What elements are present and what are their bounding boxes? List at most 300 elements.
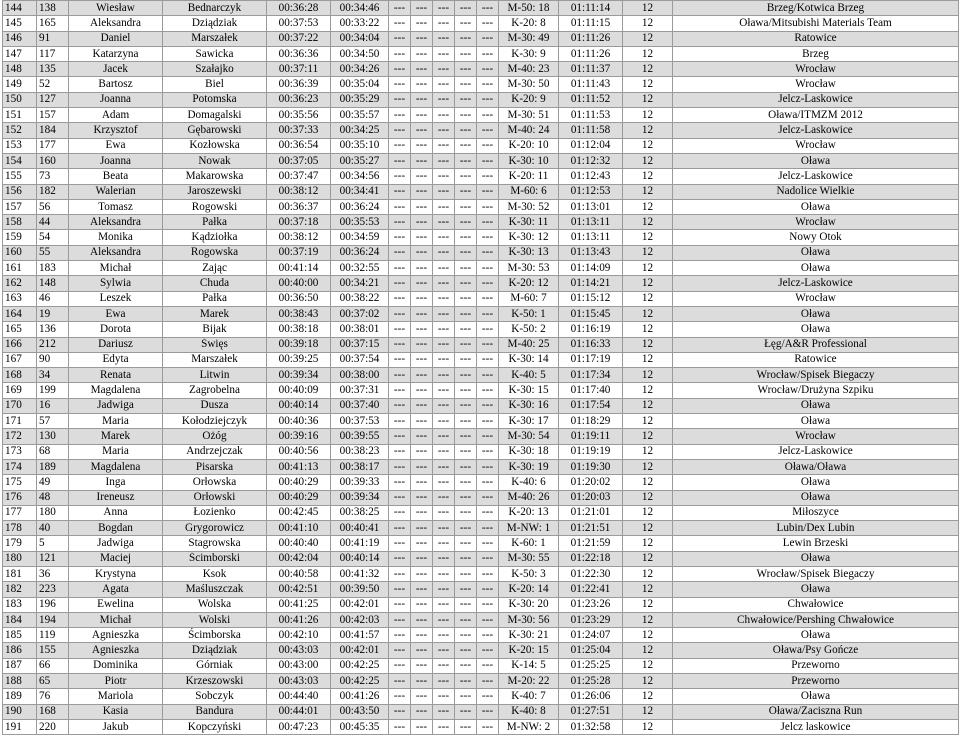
first-name-cell: Adam (69, 108, 163, 123)
category-cell: K-30: 20 (499, 597, 559, 612)
bib-cell: 76 (37, 689, 69, 704)
split-3-cell: --- (433, 704, 455, 719)
split-4-cell: --- (455, 490, 477, 505)
first-name-cell: Sylwia (69, 276, 163, 291)
table-row (3, 490, 959, 505)
table-row (3, 704, 959, 719)
split-2-cell: --- (411, 383, 433, 398)
laps-cell: 12 (623, 459, 673, 474)
split-5-cell: --- (477, 597, 499, 612)
laps-cell: 12 (623, 291, 673, 306)
split-2-cell: --- (411, 566, 433, 581)
lap-time-cell: 00:38:00 (331, 368, 389, 383)
finish-time-cell: 00:37:18 (267, 215, 331, 230)
split-2-cell: --- (411, 505, 433, 520)
table-row (3, 261, 959, 276)
split-1-cell: --- (389, 276, 411, 291)
club-cell: Oława (673, 398, 959, 413)
first-name-cell: Anna (69, 505, 163, 520)
split-2-cell: --- (411, 245, 433, 260)
total-time-cell: 01:17:34 (559, 368, 623, 383)
category-cell: K-50: 1 (499, 306, 559, 321)
place-cell: 163 (3, 291, 37, 306)
place-cell: 176 (3, 490, 37, 505)
bib-cell: 183 (37, 261, 69, 276)
split-5-cell: --- (477, 92, 499, 107)
category-cell: M-30: 51 (499, 108, 559, 123)
place-cell: 174 (3, 459, 37, 474)
finish-time-cell: 00:39:25 (267, 352, 331, 367)
split-2-cell: --- (411, 521, 433, 536)
last-name-cell: Biel (163, 77, 267, 92)
bib-cell: 182 (37, 184, 69, 199)
split-5-cell: --- (477, 719, 499, 734)
split-3-cell: --- (433, 291, 455, 306)
bib-cell: 220 (37, 719, 69, 734)
club-cell: Nadolice Wielkie (673, 184, 959, 199)
split-5-cell: --- (477, 31, 499, 46)
lap-time-cell: 00:35:10 (331, 138, 389, 153)
lap-time-cell: 00:35:53 (331, 215, 389, 230)
first-name-cell: Aleksandra (69, 215, 163, 230)
split-5-cell: --- (477, 138, 499, 153)
first-name-cell: Bartosz (69, 77, 163, 92)
table-row (3, 92, 959, 107)
table-row (3, 291, 959, 306)
table-row (3, 16, 959, 31)
category-cell: M-30: 55 (499, 551, 559, 566)
split-1-cell: --- (389, 352, 411, 367)
first-name-cell: Jakub (69, 719, 163, 734)
split-5-cell: --- (477, 490, 499, 505)
first-name-cell: Daniel (69, 31, 163, 46)
laps-cell: 12 (623, 383, 673, 398)
total-time-cell: 01:16:19 (559, 322, 623, 337)
category-cell: M-60: 7 (499, 291, 559, 306)
last-name-cell: Szałajko (163, 62, 267, 77)
bib-cell: 127 (37, 92, 69, 107)
category-cell: K-30: 11 (499, 215, 559, 230)
club-cell: Oława (673, 306, 959, 321)
lap-time-cell: 00:37:40 (331, 398, 389, 413)
split-5-cell: --- (477, 291, 499, 306)
last-name-cell: Makarowska (163, 169, 267, 184)
club-cell: Chwałowice/Pershing Chwałowice (673, 612, 959, 627)
category-cell: K-20: 12 (499, 276, 559, 291)
split-4-cell: --- (455, 566, 477, 581)
category-cell: M-40: 24 (499, 123, 559, 138)
split-5-cell: --- (477, 77, 499, 92)
table-row (3, 536, 959, 551)
bib-cell: 130 (37, 429, 69, 444)
split-2-cell: --- (411, 184, 433, 199)
laps-cell: 12 (623, 199, 673, 214)
club-cell: Jelcz laskowice (673, 719, 959, 734)
last-name-cell: Nowak (163, 153, 267, 168)
split-4-cell: --- (455, 153, 477, 168)
category-cell: K-40: 5 (499, 368, 559, 383)
bib-cell: 135 (37, 62, 69, 77)
split-2-cell: --- (411, 674, 433, 689)
split-4-cell: --- (455, 199, 477, 214)
split-2-cell: --- (411, 490, 433, 505)
split-1-cell: --- (389, 169, 411, 184)
total-time-cell: 01:18:29 (559, 414, 623, 429)
split-2-cell: --- (411, 352, 433, 367)
split-2-cell: --- (411, 459, 433, 474)
bib-cell: 136 (37, 322, 69, 337)
split-3-cell: --- (433, 215, 455, 230)
split-5-cell: --- (477, 689, 499, 704)
place-cell: 157 (3, 199, 37, 214)
split-1-cell: --- (389, 153, 411, 168)
first-name-cell: Jadwiga (69, 398, 163, 413)
bib-cell: 55 (37, 245, 69, 260)
category-cell: K-30: 19 (499, 459, 559, 474)
split-5-cell: --- (477, 199, 499, 214)
bib-cell: 117 (37, 46, 69, 61)
finish-time-cell: 00:43:03 (267, 674, 331, 689)
split-5-cell: --- (477, 123, 499, 138)
split-1-cell: --- (389, 31, 411, 46)
total-time-cell: 01:11:52 (559, 92, 623, 107)
laps-cell: 12 (623, 138, 673, 153)
split-5-cell: --- (477, 582, 499, 597)
split-5-cell: --- (477, 521, 499, 536)
split-2-cell: --- (411, 199, 433, 214)
total-time-cell: 01:32:58 (559, 719, 623, 734)
split-3-cell: --- (433, 92, 455, 107)
last-name-cell: Zając (163, 261, 267, 276)
first-name-cell: Maria (69, 414, 163, 429)
split-3-cell: --- (433, 429, 455, 444)
total-time-cell: 01:15:12 (559, 291, 623, 306)
lap-time-cell: 00:38:17 (331, 459, 389, 474)
table-row (3, 612, 959, 627)
last-name-cell: Bijak (163, 322, 267, 337)
split-2-cell: --- (411, 475, 433, 490)
last-name-cell: Litwin (163, 368, 267, 383)
total-time-cell: 01:11:26 (559, 31, 623, 46)
bib-cell: 65 (37, 674, 69, 689)
table-row (3, 108, 959, 123)
split-4-cell: --- (455, 169, 477, 184)
finish-time-cell: 00:37:05 (267, 153, 331, 168)
laps-cell: 12 (623, 322, 673, 337)
split-5-cell: --- (477, 536, 499, 551)
finish-time-cell: 00:40:56 (267, 444, 331, 459)
table-row (3, 62, 959, 77)
table-row (3, 597, 959, 612)
last-name-cell: Maśluszczak (163, 582, 267, 597)
last-name-cell: Sobczyk (163, 689, 267, 704)
category-cell: M-60: 6 (499, 184, 559, 199)
category-cell: K-50: 2 (499, 322, 559, 337)
split-4-cell: --- (455, 46, 477, 61)
last-name-cell: Marek (163, 306, 267, 321)
club-cell: Wrocław/Spisek Biegaczy (673, 566, 959, 581)
split-4-cell: --- (455, 505, 477, 520)
first-name-cell: Ireneusz (69, 490, 163, 505)
bib-cell: 57 (37, 414, 69, 429)
split-3-cell: --- (433, 582, 455, 597)
finish-time-cell: 00:40:40 (267, 536, 331, 551)
place-cell: 148 (3, 62, 37, 77)
split-2-cell: --- (411, 261, 433, 276)
category-cell: K-20: 9 (499, 92, 559, 107)
first-name-cell: Monika (69, 230, 163, 245)
total-time-cell: 01:25:25 (559, 658, 623, 673)
bib-cell: 223 (37, 582, 69, 597)
bib-cell: 189 (37, 459, 69, 474)
split-2-cell: --- (411, 276, 433, 291)
split-3-cell: --- (433, 276, 455, 291)
laps-cell: 12 (623, 169, 673, 184)
split-4-cell: --- (455, 92, 477, 107)
split-5-cell: --- (477, 414, 499, 429)
laps-cell: 12 (623, 643, 673, 658)
laps-cell: 12 (623, 352, 673, 367)
laps-cell: 12 (623, 92, 673, 107)
bib-cell: 180 (37, 505, 69, 520)
split-5-cell: --- (477, 245, 499, 260)
split-2-cell: --- (411, 77, 433, 92)
split-4-cell: --- (455, 719, 477, 734)
finish-time-cell: 00:43:03 (267, 643, 331, 658)
category-cell: K-30: 18 (499, 444, 559, 459)
laps-cell: 12 (623, 215, 673, 230)
split-5-cell: --- (477, 16, 499, 31)
total-time-cell: 01:12:04 (559, 138, 623, 153)
lap-time-cell: 00:36:24 (331, 245, 389, 260)
last-name-cell: Ścimborska (163, 628, 267, 643)
total-time-cell: 01:14:09 (559, 261, 623, 276)
split-1-cell: --- (389, 505, 411, 520)
table-row (3, 276, 959, 291)
first-name-cell: Ewa (69, 138, 163, 153)
split-5-cell: --- (477, 352, 499, 367)
last-name-cell: Kopczyński (163, 719, 267, 734)
last-name-cell: Zagrobelna (163, 383, 267, 398)
total-time-cell: 01:19:30 (559, 459, 623, 474)
category-cell: M-30: 52 (499, 199, 559, 214)
last-name-cell: Pałka (163, 215, 267, 230)
total-time-cell: 01:25:04 (559, 643, 623, 658)
total-time-cell: 01:22:41 (559, 582, 623, 597)
place-cell: 181 (3, 566, 37, 581)
split-5-cell: --- (477, 1, 499, 16)
split-5-cell: --- (477, 429, 499, 444)
first-name-cell: Aleksandra (69, 245, 163, 260)
split-4-cell: --- (455, 352, 477, 367)
category-cell: K-30: 17 (499, 414, 559, 429)
club-cell: Przeworno (673, 658, 959, 673)
finish-time-cell: 00:37:33 (267, 123, 331, 138)
place-cell: 182 (3, 582, 37, 597)
club-cell: Wrocław (673, 429, 959, 444)
place-cell: 156 (3, 184, 37, 199)
lap-time-cell: 00:41:26 (331, 689, 389, 704)
split-5-cell: --- (477, 566, 499, 581)
club-cell: Oława (673, 628, 959, 643)
split-5-cell: --- (477, 153, 499, 168)
total-time-cell: 01:23:29 (559, 612, 623, 627)
first-name-cell: Ewa (69, 306, 163, 321)
split-3-cell: --- (433, 62, 455, 77)
last-name-cell: Ożóg (163, 429, 267, 444)
bib-cell: 44 (37, 215, 69, 230)
laps-cell: 12 (623, 337, 673, 352)
split-2-cell: --- (411, 643, 433, 658)
table-row (3, 398, 959, 413)
first-name-cell: Renata (69, 368, 163, 383)
bib-cell: 194 (37, 612, 69, 627)
club-cell: Miłoszyce (673, 505, 959, 520)
place-cell: 165 (3, 322, 37, 337)
club-cell: Oława/Oława (673, 459, 959, 474)
table-row (3, 582, 959, 597)
split-1-cell: --- (389, 62, 411, 77)
laps-cell: 12 (623, 551, 673, 566)
club-cell: Oława/Psy Gończe (673, 643, 959, 658)
place-cell: 160 (3, 245, 37, 260)
first-name-cell: Michał (69, 261, 163, 276)
club-cell: Lewin Brzeski (673, 536, 959, 551)
table-row (3, 444, 959, 459)
bib-cell: 48 (37, 490, 69, 505)
club-cell: Oława (673, 245, 959, 260)
lap-time-cell: 00:34:26 (331, 62, 389, 77)
split-1-cell: --- (389, 16, 411, 31)
category-cell: K-40: 6 (499, 475, 559, 490)
split-4-cell: --- (455, 383, 477, 398)
split-4-cell: --- (455, 108, 477, 123)
club-cell: Łęg/A&R Professional (673, 337, 959, 352)
last-name-cell: Rogowski (163, 199, 267, 214)
first-name-cell: Joanna (69, 153, 163, 168)
place-cell: 149 (3, 77, 37, 92)
place-cell: 177 (3, 505, 37, 520)
split-2-cell: --- (411, 398, 433, 413)
laps-cell: 12 (623, 658, 673, 673)
finish-time-cell: 00:44:40 (267, 689, 331, 704)
split-4-cell: --- (455, 184, 477, 199)
first-name-cell: Jadwiga (69, 536, 163, 551)
lap-time-cell: 00:37:02 (331, 306, 389, 321)
category-cell: M-NW: 1 (499, 521, 559, 536)
bib-cell: 16 (37, 398, 69, 413)
split-3-cell: --- (433, 536, 455, 551)
club-cell: Przeworno (673, 674, 959, 689)
split-4-cell: --- (455, 459, 477, 474)
split-3-cell: --- (433, 566, 455, 581)
split-1-cell: --- (389, 658, 411, 673)
laps-cell: 12 (623, 490, 673, 505)
club-cell: Brzeg/Kotwica Brzeg (673, 1, 959, 16)
split-3-cell: --- (433, 505, 455, 520)
place-cell: 180 (3, 551, 37, 566)
lap-time-cell: 00:43:50 (331, 704, 389, 719)
table-row (3, 628, 959, 643)
total-time-cell: 01:17:40 (559, 383, 623, 398)
category-cell: K-20: 11 (499, 169, 559, 184)
bib-cell: 90 (37, 352, 69, 367)
split-3-cell: --- (433, 398, 455, 413)
finish-time-cell: 00:35:56 (267, 108, 331, 123)
first-name-cell: Dorota (69, 322, 163, 337)
results-body (3, 1, 959, 735)
place-cell: 153 (3, 138, 37, 153)
split-3-cell: --- (433, 475, 455, 490)
last-name-cell: Stagrowska (163, 536, 267, 551)
first-name-cell: Walerian (69, 184, 163, 199)
split-1-cell: --- (389, 245, 411, 260)
place-cell: 154 (3, 153, 37, 168)
table-row (3, 475, 959, 490)
total-time-cell: 01:22:30 (559, 566, 623, 581)
table-row (3, 322, 959, 337)
first-name-cell: Krzysztof (69, 123, 163, 138)
club-cell: Oława (673, 414, 959, 429)
last-name-cell: Andrzejczak (163, 444, 267, 459)
finish-time-cell: 00:44:01 (267, 704, 331, 719)
split-2-cell: --- (411, 92, 433, 107)
place-cell: 184 (3, 612, 37, 627)
laps-cell: 12 (623, 245, 673, 260)
bib-cell: 40 (37, 521, 69, 536)
bib-cell: 46 (37, 291, 69, 306)
laps-cell: 12 (623, 108, 673, 123)
category-cell: M-30: 49 (499, 31, 559, 46)
finish-time-cell: 00:40:29 (267, 475, 331, 490)
split-1-cell: --- (389, 643, 411, 658)
club-cell: Oława (673, 582, 959, 597)
split-1-cell: --- (389, 628, 411, 643)
club-cell: Wrocław/Spisek Biegaczy (673, 368, 959, 383)
split-4-cell: --- (455, 612, 477, 627)
last-name-cell: Wolski (163, 612, 267, 627)
club-cell: Oława (673, 322, 959, 337)
split-2-cell: --- (411, 658, 433, 673)
place-cell: 164 (3, 306, 37, 321)
total-time-cell: 01:11:53 (559, 108, 623, 123)
last-name-cell: Potomska (163, 92, 267, 107)
category-cell: K-20: 8 (499, 16, 559, 31)
split-5-cell: --- (477, 704, 499, 719)
bib-cell: 196 (37, 597, 69, 612)
finish-time-cell: 00:38:12 (267, 184, 331, 199)
split-5-cell: --- (477, 459, 499, 474)
split-2-cell: --- (411, 612, 433, 627)
place-cell: 190 (3, 704, 37, 719)
category-cell: K-30: 21 (499, 628, 559, 643)
laps-cell: 12 (623, 597, 673, 612)
place-cell: 185 (3, 628, 37, 643)
last-name-cell: Dusza (163, 398, 267, 413)
last-name-cell: Wolska (163, 597, 267, 612)
first-name-cell: Agata (69, 582, 163, 597)
lap-time-cell: 00:39:55 (331, 429, 389, 444)
first-name-cell: Maciej (69, 551, 163, 566)
split-3-cell: --- (433, 674, 455, 689)
last-name-cell: Marszałek (163, 31, 267, 46)
place-cell: 170 (3, 398, 37, 413)
place-cell: 144 (3, 1, 37, 16)
bib-cell: 56 (37, 199, 69, 214)
split-5-cell: --- (477, 62, 499, 77)
split-2-cell: --- (411, 306, 433, 321)
finish-time-cell: 00:42:45 (267, 505, 331, 520)
